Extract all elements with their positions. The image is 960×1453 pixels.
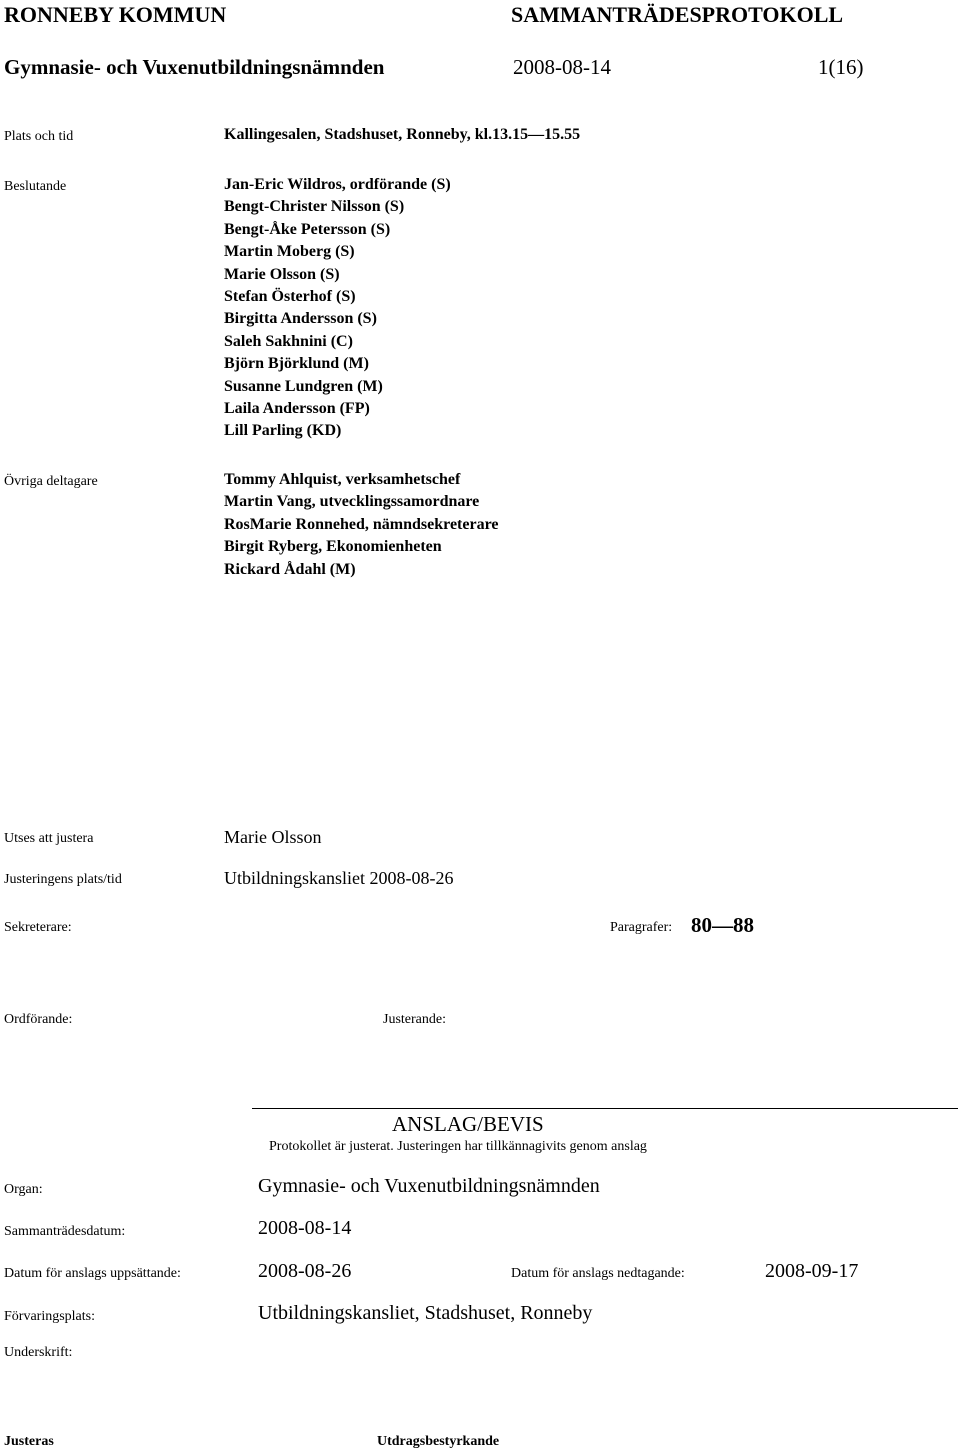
adjuster-value: Marie Olsson [224,827,322,847]
municipality-title: RONNEBY KOMMUN [4,2,227,27]
list-item: Lill Parling (KD) [224,422,342,440]
committee-name: Gymnasie- och Vuxenutbildningsnämnden [4,55,385,79]
list-item: Saleh Sakhnini (C) [224,332,353,350]
storage-label: Förvaringsplats: [4,1309,95,1324]
document-type-title: SAMMANTRÄDESPROTOKOLL [511,2,844,27]
adjuster-label: Utses att justera [4,831,94,846]
notice-title: ANSLAG/BEVIS [392,1112,544,1136]
place-time-value: Kallingesalen, Stadshuset, Ronneby, kl.13.15—15.55 [224,126,581,143]
removed-date-label: Datum för anslags nedtagande: [511,1266,685,1281]
secretary-label: Sekreterare: [4,920,72,935]
organ-label: Organ: [4,1182,43,1197]
list-item: Rickard Ådahl (M) [224,560,356,578]
list-item: Bengt-Åke Petersson (S) [224,220,391,238]
storage-value: Utbildningskansliet, Stadshuset, Ronneby [258,1302,593,1324]
decision-makers-list [224,174,451,443]
meeting-date-label: Sammanträdesdatum: [4,1224,126,1239]
list-item: Martin Vang, utvecklingssamordnare [224,493,480,511]
list-item: Marie Olsson (S) [224,265,340,283]
list-item: Jan-Eric Wildros, ordförande (S) [224,176,451,193]
removed-date-value: 2008-09-17 [765,1260,859,1282]
list-item: Bengt-Christer Nilsson (S) [224,198,405,216]
list-item: Laila Andersson (FP) [224,400,370,418]
list-item: Birgitta Andersson (S) [224,310,377,328]
list-item: Björn Björklund (M) [224,355,369,373]
place-time-label: Plats och tid [4,129,74,144]
posted-date-label: Datum för anslags uppsättande: [4,1266,181,1281]
adjustment-place-value: Utbildningskansliet 2008-08-26 [224,868,454,888]
list-item: Birgit Ryberg, Ekonomienheten [224,538,442,556]
page-number: 1(16) [818,55,864,79]
adjustment-place-label: Justeringens plats/tid [4,872,122,887]
posted-date-value: 2008-08-26 [258,1260,352,1282]
footer-adjusted: Justeras [4,1434,54,1449]
adjuster-signature-label: Justerande: [383,1012,446,1027]
organ-value: Gymnasie- och Vuxenutbildningsnämnden [258,1175,600,1197]
paragraphs-label: Paragrafer: [610,920,673,935]
meeting-date-value: 2008-08-14 [258,1217,352,1239]
chair-signature-label: Ordförande: [4,1012,73,1027]
other-participants-list [224,469,499,581]
paragraphs-value: 80—88 [691,913,754,937]
list-item: Stefan Österhof (S) [224,288,356,306]
signature-label: Underskrift: [4,1345,73,1360]
list-item: Susanne Lundgren (M) [224,377,383,395]
notice-subtitle: Protokollet är justerat. Justeringen har tillkännagivits genom anslag [269,1139,647,1154]
decision-makers-label: Beslutande [4,179,67,194]
footer-certified-extract: Utdragsbestyrkande [377,1434,500,1449]
list-item: Martin Moberg (S) [224,243,355,261]
meeting-date: 2008-08-14 [513,55,611,79]
list-item: Tommy Ahlquist, verksamhetschef [224,471,461,488]
other-participants-label: Övriga deltagare [4,474,98,489]
list-item: RosMarie Ronnehed, nämndsekreterare [224,515,499,533]
notice-divider [252,1108,958,1109]
